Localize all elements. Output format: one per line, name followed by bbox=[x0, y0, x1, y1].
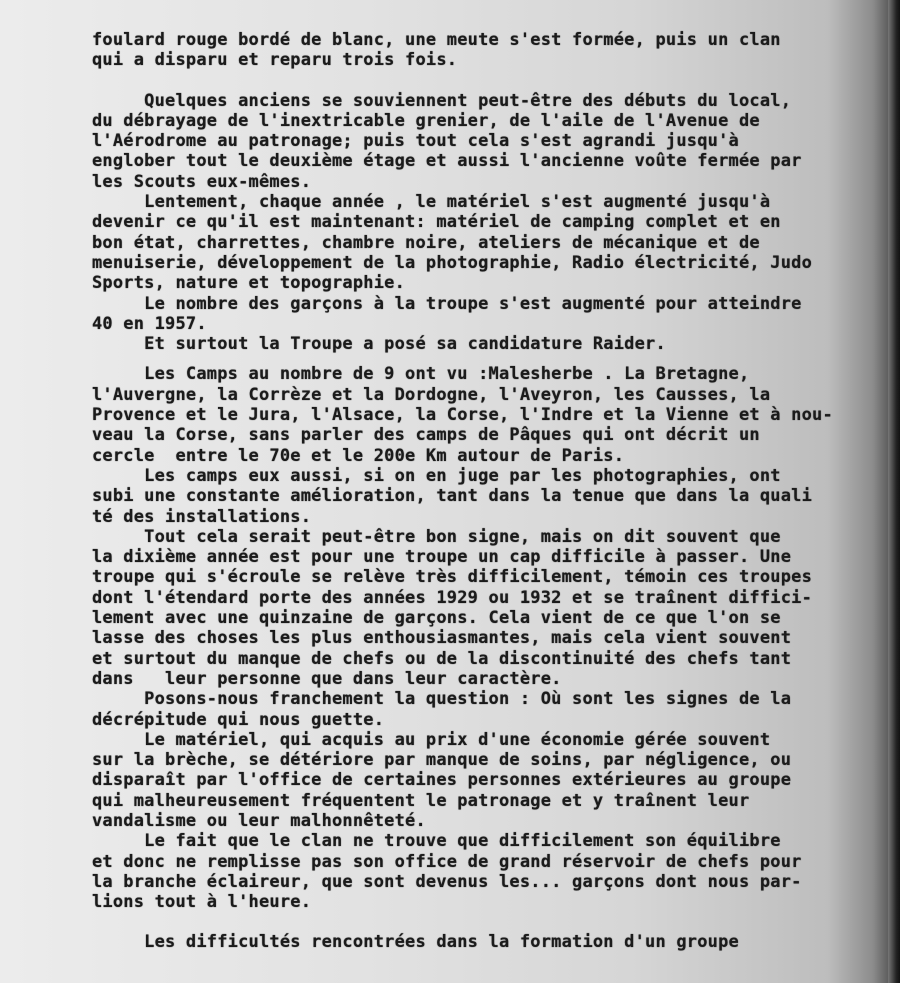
text-line: qui a disparu et reparu trois fois. bbox=[92, 50, 458, 71]
paragraph-gap bbox=[92, 71, 892, 91]
text-line: cercle entre le 70e et le 200e Km autour de Paris. bbox=[92, 445, 625, 466]
text-line: lasse des choses les plus enthousiasmantes, mais cela vient souvent bbox=[92, 628, 792, 649]
text-line: qui malheureusement fréquentent le patronage et y traînent leur bbox=[92, 790, 750, 811]
text-line: Lentement, chaque année , le matériel s'est augmenté jusqu'à bbox=[92, 192, 771, 213]
paragraph-group-2 bbox=[92, 91, 892, 355]
text-line: dans leur personne que dans leur caractère. bbox=[92, 668, 562, 689]
text-line: menuiserie, développement de la photographie, Radio électricité, Judo bbox=[92, 252, 813, 273]
text-line: subi une constante amélioration, tant dans la tenue que dans la quali bbox=[92, 486, 813, 507]
text-line: Le fait que le clan ne trouve que difficilement son équilibre bbox=[92, 831, 781, 852]
text-line: l'Auvergne, la Corrèze et la Dordogne, l'Aveyron, les Causses, la bbox=[92, 384, 771, 405]
text-line: sur la brèche, se détériore par manque de soins, par négligence, ou bbox=[92, 750, 792, 771]
typewritten-text bbox=[92, 30, 892, 953]
text-line: dont l'étendard porte des années 1929 ou 1932 et se traînent diffici- bbox=[92, 587, 813, 608]
text-line: et donc ne remplisse pas son office de grand réservoir de chefs pour bbox=[92, 851, 802, 872]
text-line: englober tout le deuxième étage et aussi l'ancienne voûte fermée par bbox=[92, 151, 802, 172]
text-line: Provence et le Jura, l'Alsace, la Corse, l'Indre et la Vienne et à nou- bbox=[92, 405, 833, 426]
text-line: les Scouts eux-mêmes. bbox=[92, 171, 312, 192]
text-line: disparaît par l'office de certaines personnes extérieures au groupe bbox=[92, 770, 792, 791]
text-line: 40 en 1957. bbox=[92, 313, 207, 334]
text-line: décrépitude qui nous guette. bbox=[92, 709, 385, 730]
paragraph-gap bbox=[92, 354, 892, 364]
text-line: Sports, nature et topographie. bbox=[92, 273, 406, 294]
text-line: devenir ce qu'il est maintenant: matériel de camping complet et en bbox=[92, 212, 781, 233]
text-line: et surtout du manque de chefs ou de la discontinuité des chefs tant bbox=[92, 648, 792, 669]
text-line: la branche éclaireur, que sont devenus les... garçons dont nous par- bbox=[92, 871, 802, 892]
text-line: Quelques anciens se souviennent peut-être des débuts du local, bbox=[92, 90, 792, 111]
paragraph-group-4 bbox=[92, 932, 892, 952]
text-line: Posons-nous franchement la question : Où sont les signes de la bbox=[92, 689, 792, 710]
text-line: Les difficultés rencontrées dans la formation d'un groupe bbox=[92, 932, 739, 953]
text-line: l'Aérodrome au patronage; puis tout cela s'est agrandi jusqu'à bbox=[92, 131, 739, 152]
text-line: veau la Corse, sans parler des camps de Pâques qui ont décrit un bbox=[92, 425, 760, 446]
text-line: Tout cela serait peut-être bon signe, mais on dit souvent que bbox=[92, 526, 781, 547]
text-line: Les camps eux aussi, si on en juge par les photographies, ont bbox=[92, 465, 781, 486]
text-line: Les Camps au nombre de 9 ont vu :Malesherbe . La Bretagne, bbox=[92, 364, 750, 385]
text-line: Le matériel, qui acquis au prix d'une économie gérée souvent bbox=[92, 729, 771, 750]
text-line: vandalisme ou leur malhonnêteté. bbox=[92, 810, 426, 831]
paragraph-gap bbox=[92, 912, 892, 932]
paragraph-group-1 bbox=[92, 30, 892, 71]
text-line: Et surtout la Troupe a posé sa candidature Raider. bbox=[92, 334, 666, 355]
text-line: foulard rouge bordé de blanc, une meute s'est formée, puis un clan bbox=[92, 30, 781, 50]
text-line: lement avec une quinzaine de garçons. Cela vient de ce que l'on se bbox=[92, 608, 781, 629]
paragraph-group-3 bbox=[92, 364, 892, 912]
text-line: la dixième année est pour une troupe un cap difficile à passer. Une bbox=[92, 547, 792, 568]
text-line: du débrayage de l'inextricable grenier, de l'aile de l'Avenue de bbox=[92, 110, 760, 131]
text-line: Le nombre des garçons à la troupe s'est augmenté pour atteindre bbox=[92, 293, 802, 314]
text-line: troupe qui s'écroule se relève très difficilement, témoin ces troupes bbox=[92, 567, 813, 588]
text-line: bon état, charrettes, chambre noire, ateliers de mécanique et de bbox=[92, 232, 760, 253]
text-line: lions tout à l'heure. bbox=[92, 892, 312, 913]
text-line: té des installations. bbox=[92, 506, 312, 527]
